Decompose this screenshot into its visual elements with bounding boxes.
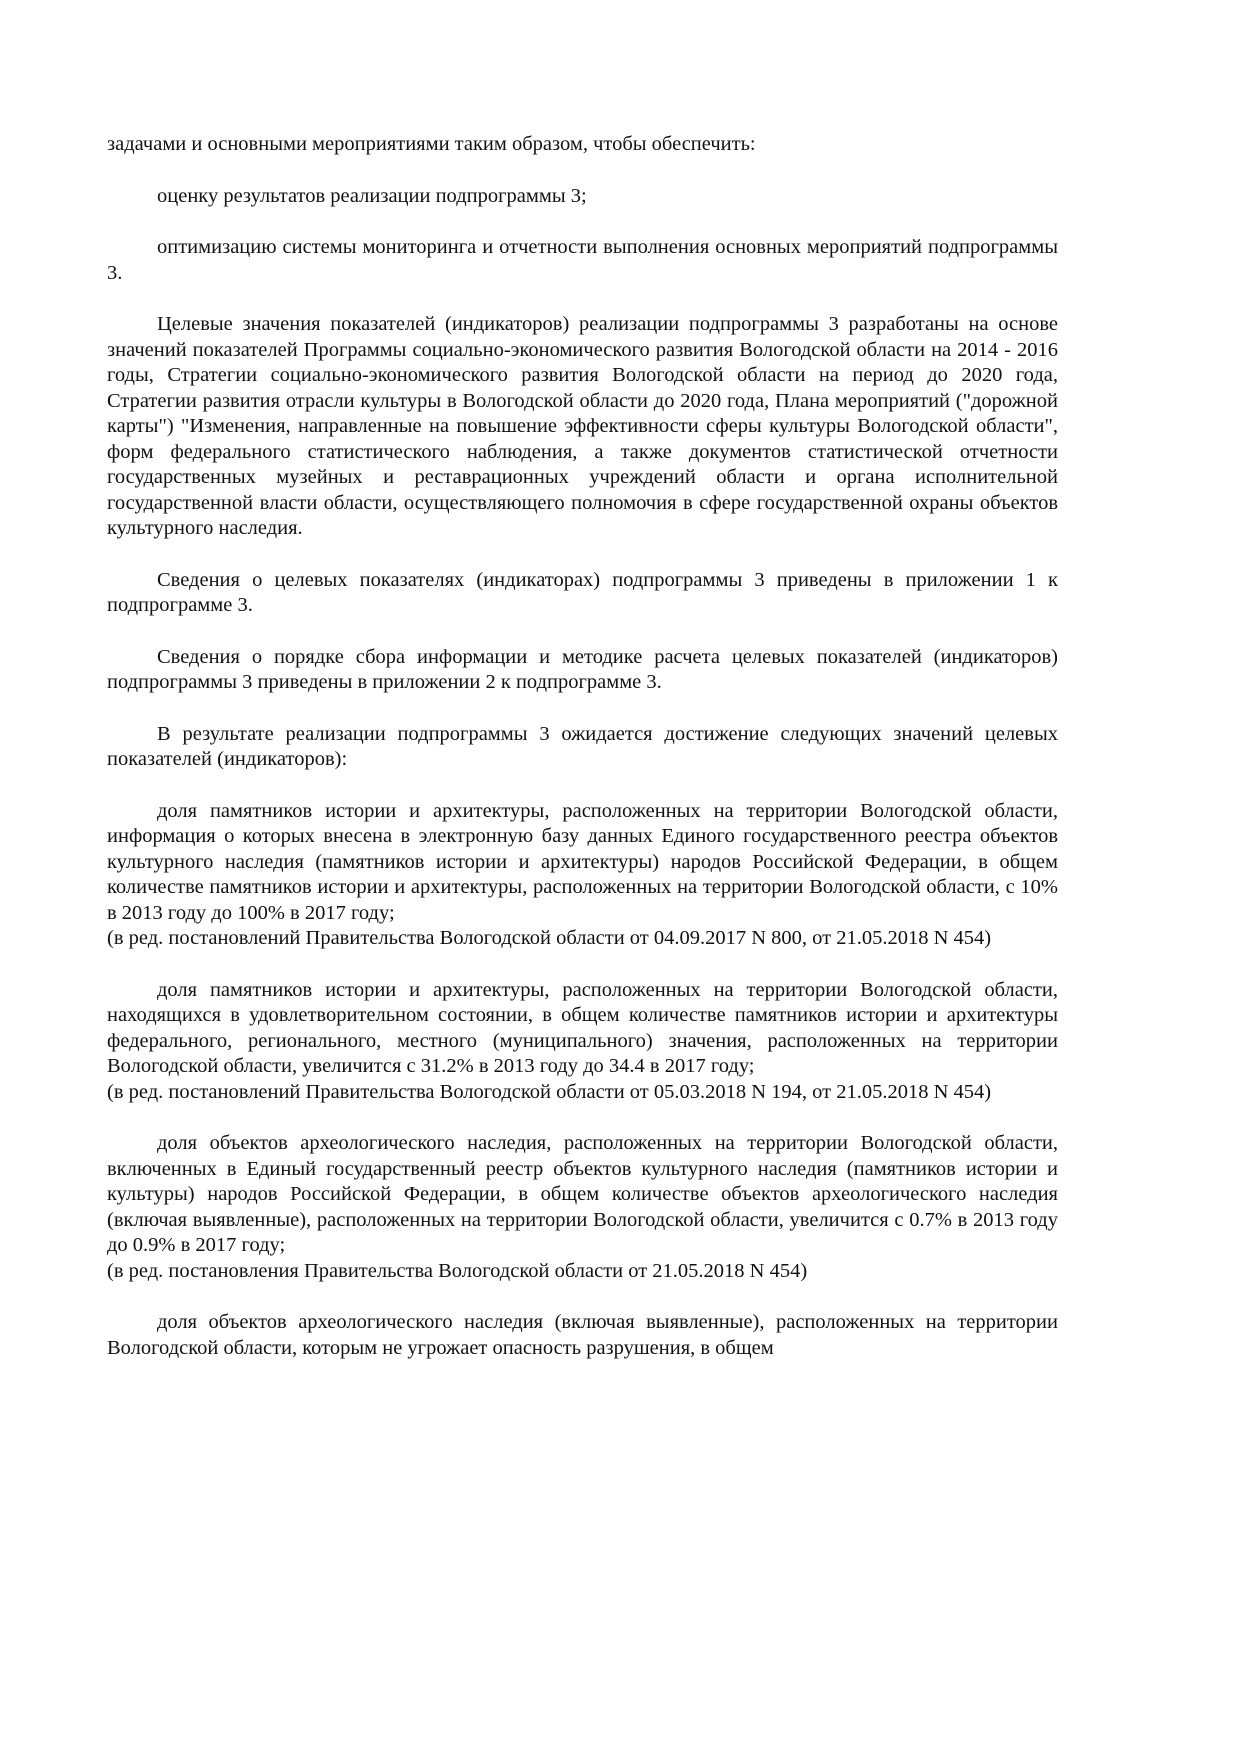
paragraph-indicator-satisfactory-condition: доля памятников истории и архитектуры, расположенных на территории Вологодской области, находящихся в удовлетворительном состоянии, в общем количестве памятников истории и архитектуры федерального, регионального, местного (муниципального) значения, расположенных на территории Вологодской области, увеличится с 31.2% в 2013 году до 34.4 в 2017 году; — [107, 978, 1058, 1077]
amendment-note: (в ред. постановлений Правительства Вологодской области от 04.09.2017 N 800, от 21.05.2018 N 454) — [107, 927, 992, 949]
paragraph-target-values-basis: Целевые значения показателей (индикаторов) реализации подпрограммы 3 разработаны на основе значений показателей Программы социально-экономического развития Вологодской области на 2014 - 2016 годы, Стратегии социально-экономического развития Вологодской области на период до 2020 года, Стратегии развития отрасли культуры в Вологодской области до 2020 года, Плана мероприятий ("дорожной карты") "Изменения, направленные на повышение эффективности сферы культуры Вологодской области", форм федерального статистического наблюдения, а также документов статистической отчетности государственных музейных и реставрационных учреждений области и органа исполнительной государственной власти области, осуществляющего полномочия в сфере государственной охраны объектов культурного наследия. — [107, 313, 1058, 539]
paragraph-indicator-archaeology-safety: доля объектов археологического наследия (включая выявленные), расположенных на территории Вологодской области, которым не угрожает опасность разрушения, в общем — [107, 1311, 1058, 1359]
paragraph-goal-monitoring: оптимизацию системы мониторинга и отчетности выполнения основных мероприятий подпрограммы 3. — [107, 236, 1058, 284]
paragraph-indicators-appendix-1: Сведения о целевых показателях (индикаторах) подпрограммы 3 приведены в приложении 1 к подпрограмме 3. — [107, 568, 1058, 616]
paragraph-goal-evaluation: оценку результатов реализации подпрограммы 3; — [157, 184, 587, 207]
paragraph-indicator-database-share: доля памятников истории и архитектуры, расположенных на территории Вологодской области, информация о которых внесена в электронную базу данных Единого государственного реестра объектов культурного наследия (памятников истории и архитектуры) народов Российской Федерации, в общем количестве памятников истории и архитектуры, расположенных на территории Вологодской области, с 10% в 2013 году до 100% в 2017 году; — [107, 799, 1058, 924]
paragraph-intro: задачами и основными мероприятиями таким образом, чтобы обеспечить: — [107, 133, 756, 155]
paragraph-indicator-archaeology-registry: доля объектов археологического наследия, расположенных на территории Вологодской области, включенных в Единый государственный реестр объектов культурного наследия (памятников истории и культуры) народов Российской Федерации, в общем количестве объектов археологического наследия (включая выявленные), расположенных на территории Вологодской области, увеличится с 0.7% в 2013 году до 0.9% в 2017 году; — [107, 1132, 1058, 1256]
amendment-note: (в ред. постановлений Правительства Вологодской области от 05.03.2018 N 194, от 21.05.2018 N 454) — [107, 1080, 992, 1103]
document-page — [107, 132, 1058, 1361]
paragraph-indicators-appendix-2: Сведения о порядке сбора информации и методике расчета целевых показателей (индикаторов) подпрограммы 3 приведены в приложении 2 к подпрограмме 3. — [107, 645, 1058, 693]
amendment-note: (в ред. постановления Правительства Вологодской области от 21.05.2018 N 454) — [107, 1259, 808, 1282]
paragraph-expected-results: В результате реализации подпрограммы 3 ожидается достижение следующих значений целевых показателей (индикаторов): — [107, 722, 1058, 770]
